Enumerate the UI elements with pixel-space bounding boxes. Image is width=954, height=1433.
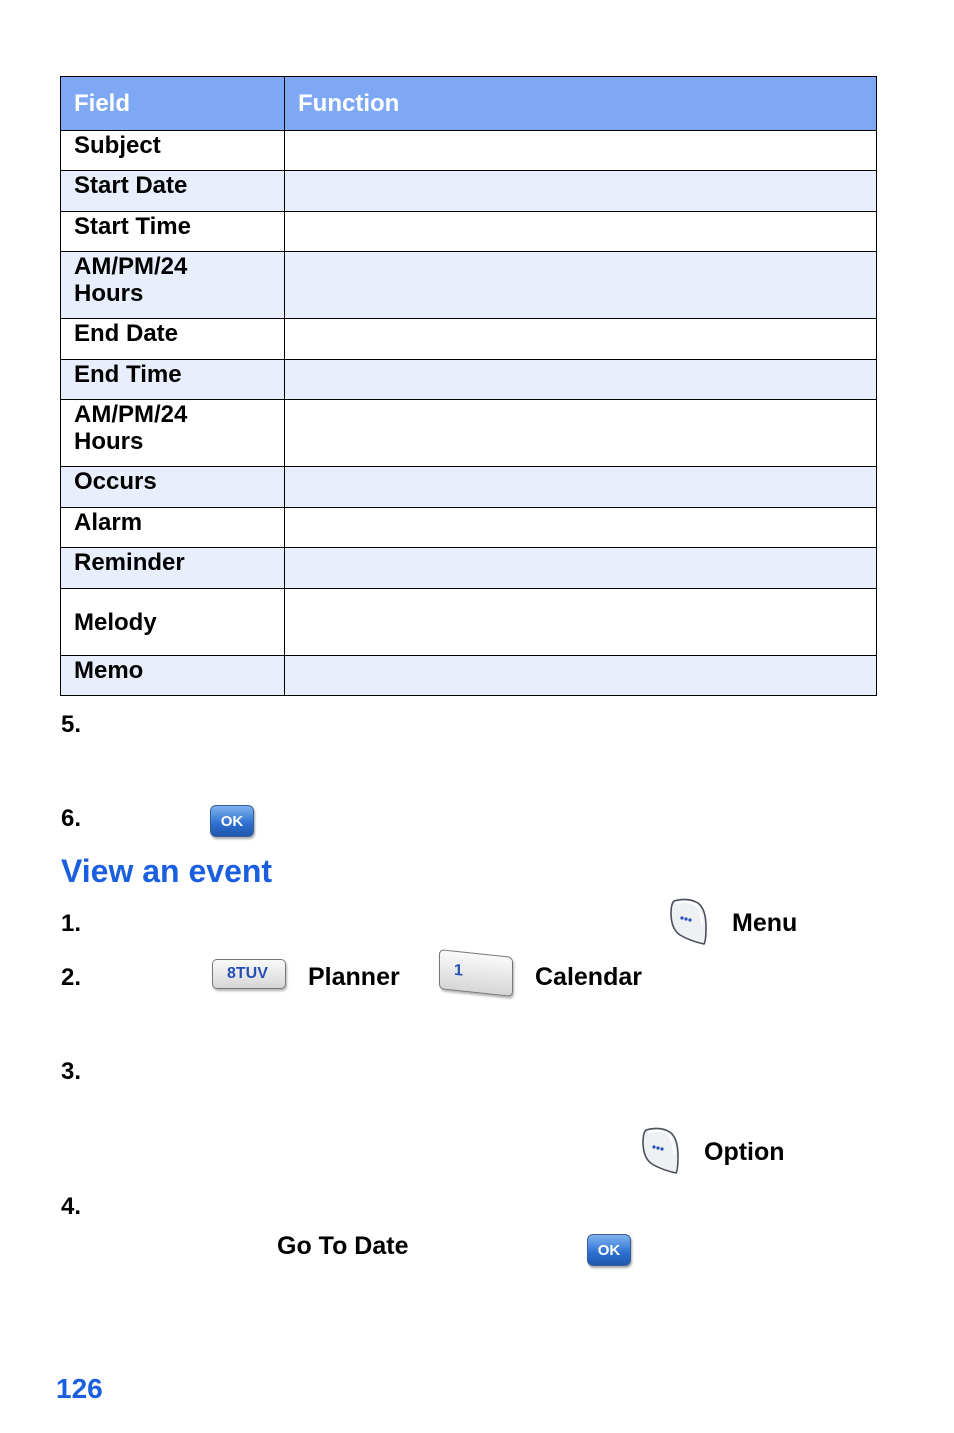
function-cell: [285, 548, 877, 589]
field-cell: Memo: [61, 656, 285, 696]
function-cell: [285, 360, 877, 400]
table-row: [61, 360, 877, 400]
function-cell: [285, 508, 877, 548]
field-cell: End Date: [61, 319, 285, 360]
table-row: [61, 400, 877, 467]
field-cell: Alarm: [61, 508, 285, 548]
field-cell: Occurs: [61, 467, 285, 508]
ok-key-icon: OK: [587, 1234, 631, 1266]
step-number: 2.: [61, 964, 82, 991]
go-to-date-label: Go To Date: [277, 1232, 409, 1260]
option-label: Option: [704, 1138, 785, 1166]
table-row: [61, 467, 877, 508]
step-number: 1.: [61, 910, 82, 937]
table-row: [61, 589, 877, 656]
table-row: [61, 131, 877, 171]
menu-label: Menu: [732, 909, 798, 937]
section-heading: View an event: [61, 853, 273, 889]
field-cell: Subject: [61, 131, 285, 171]
planner-label: Planner: [308, 963, 400, 991]
page-number: 126: [56, 1373, 103, 1404]
table-header-row: [61, 77, 877, 131]
function-cell: [285, 589, 877, 656]
field-cell: Start Time: [61, 212, 285, 252]
function-cell: [285, 400, 877, 467]
field-function-table: [60, 76, 877, 696]
step-number: 3.: [61, 1058, 82, 1085]
function-cell: [285, 252, 877, 319]
function-cell: [285, 131, 877, 171]
function-cell: [285, 171, 877, 212]
soft-key-icon: [640, 1126, 682, 1176]
number-key-1-icon: 1: [439, 949, 513, 997]
function-cell: [285, 212, 877, 252]
field-cell: Reminder: [61, 548, 285, 589]
header-field: Field: [61, 77, 285, 131]
ok-key-icon: OK: [210, 805, 254, 837]
table-row: [61, 319, 877, 360]
function-cell: [285, 467, 877, 508]
step-number: 5.: [61, 711, 82, 738]
calendar-label: Calendar: [535, 963, 642, 991]
field-cell: Start Date: [61, 171, 285, 212]
table-row: [61, 548, 877, 589]
field-cell: End Time: [61, 360, 285, 400]
step-number: 4.: [61, 1193, 82, 1220]
number-key-8-icon: 8TUV: [212, 959, 286, 989]
step-number: 6.: [61, 805, 82, 832]
table-row: [61, 252, 877, 319]
field-cell: Melody: [61, 589, 285, 656]
table-row: [61, 212, 877, 252]
header-function: Function: [285, 77, 877, 131]
soft-key-icon: [668, 897, 710, 947]
field-cell: AM/PM/24 Hours: [61, 400, 285, 467]
function-cell: [285, 656, 877, 696]
function-cell: [285, 319, 877, 360]
table-row: [61, 656, 877, 696]
table-row: [61, 171, 877, 212]
field-cell: AM/PM/24 Hours: [61, 252, 285, 319]
table-row: [61, 508, 877, 548]
